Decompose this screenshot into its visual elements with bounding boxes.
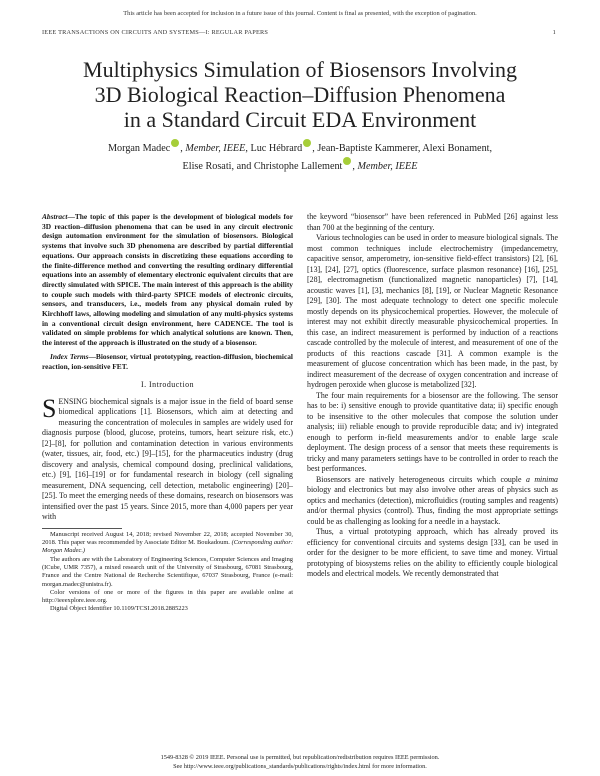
author-membership: Member, IEEE [357,161,418,172]
footnote-manuscript [42,531,293,556]
body-paragraph: The four main requirements for a biosensor are the following. The sensor has to be: i) sensitive enough to provide quantitative data; ii) specific enough to be insensitive to the other molecules that compose the solution under analysis; iii) reliable enough to provide reproducible data; and iv) integrated enough to perform in-field measurements and/or to enable large scale deployment. The design process of a sensor that meets these requirements is tricky and many parameters settings have to be controlled in order to reach the best performances. [307,390,558,473]
body-paragraph: the keyword “biosensor” have been referenced in PubMed [26] against less than 700 at the beginning of the century. [307,212,558,232]
author-name: Luc Hébrard [250,143,303,154]
author-separator: , [180,143,186,154]
paper-title [30,57,570,132]
author-names: Elise Rosati, and Christophe Lallement [182,161,343,172]
drop-cap: S [42,393,57,423]
footnote-color: Color versions of one or more of the figures in this paper are available online at http://ieeexplore.ieee.org. [42,588,293,605]
abstract [42,212,293,348]
body-text: Biosensors are natively heterogeneous circuits which couple [316,474,526,484]
body-italic: a minima [525,474,559,484]
orcid-icon[interactable] [303,139,311,147]
footnote-doi: Digital Object Identifier 10.1109/TCSI.2018.2885223 [50,605,188,613]
intro-text: biochemical signals is a major issue in the field of board sense biomedical applications [1]. Biosensors, which aim at detecting and measuring the concentration of molecules in samples are widely used for diagnosis purpose (blood, glucose, proteins, tumors, heart seizure risk, etc.) [2]–[8], for pollution and contamination detection in various environments (water, tissues, air, food, etc.) [9]–[15], for the pharmaceutics industry (drug discovery and analysis, chemical compound dosing, preclinical validations, etc.) [9], [16]–[19] or for fundamental research in biology (cell signaling measurement, DNA sequencing, cell detection, metabolic engineering) [20]–[25]. To meet the emerging needs of these domains, research on biosensors was intensified over the past 15 years. Since 2015, more than 4,000 papers per year with [42,396,293,522]
footnote-affiliation: The authors are with the Laboratory of Engineering Sciences, Computer Sciences and Imaging (ICube, UMR 7357), a mixed research unit of the University of Strasbourg, 67081 Strasbourg, France and the Centre National de Recherche Scientifique, 67037 Strasbourg, France (e-mail: morgan.madec@unistra.fr). [42,555,293,588]
journal-name: IEEE TRANSACTIONS ON CIRCUITS AND SYSTEMS—I: REGULAR PAPERS [42,29,269,36]
abstract-text: —The topic of this paper is the development of biological models for 3D reaction–diffusion phenomena that can be used in any circuit electronic design automation environment for the simulation of biosensors. Biological systems that involve such 3D phenomena are described by partial differential equations. Our approach consists in discretizing these equations according to the finite-difference method and converting the resulting ordinary differential equations into an assembly of elementary electronic equivalent circuits that are directly simulated with SPICE. The main interest of this approach is the ability to couple such models with third-party SPICE models of electronic circuits, sensors, and transducers, i.e., models from any physical domain ruled by Kirchhoff laws, allowing modeling and simulation of any multi-physics systems in a conventional circuit design environment, here CADENCE. The tool is validated on simple problems for which analytical solutions are known. Then, the interest of the approach is illustrated on the study of a biosensor. [42,212,293,348]
index-terms-text: —Biosensor, virtual prototyping, reaction-diffusion, biochemical reaction, ion-sensitive FET. [42,351,293,371]
copyright-line: 1549-8328 © 2019 IEEE. Personal use is permitted, but republication/redistribution requires IEEE permission. [160,754,440,761]
footnote-corresponding: (Corresponding author: Morgan Madec.) [42,539,293,555]
footnotes [42,531,293,614]
index-terms-label: Index Terms [50,351,89,361]
body-paragraph [307,475,558,528]
acceptance-notice: This article has been accepted for inclusion in a future issue of this journal. Content is final as presented, with the exception of pagination. [123,10,477,17]
running-head [42,29,556,36]
orcid-icon[interactable] [171,139,179,147]
footnote-divider [42,528,122,529]
body-paragraph: Thus, a virtual prototyping approach, which has already proved its efficiency for conventional circuits and systems design [33], can be used in order for the designer to be more efficient, to save time and money. Virtual prototyping of biosystems relies on the ability to efficiently couple biological models and electrical models. We recently demonstrated that [307,527,558,578]
title-line-1: Multiphysics Simulation of Biosensors Involving [83,57,517,82]
author-line-1 [50,139,550,157]
abstract-label: Abstract [42,212,68,221]
copyright-footer [0,754,600,771]
orcid-icon[interactable] [343,157,351,165]
author-names-rest: , Jean-Baptiste Kammerer, Alexi Bonament, [312,143,493,154]
body-paragraph: Various technologies can be used in order to measure biological signals. The most common techniques include electrochemistry (impedancemetry, capacitive sensor, amperometry, ion-sensitive field-effect transistors) [2], [6], [13], [24], [27], optics (fluorescence, surface plasmon resonance) [16], [25], [28], electromagnetism (functionalized magnetic nanoparticles) [7], [14], acoustic waves [1], [3], mechanics [8], [19], or Nuclear Magnetic Resonance [29], [30]. The most adequate technology to detect one specific molecule mostly depends on its physicochemical properties. However, the molecule of interest may not exhibit directly measurable physicochemical properties. In this case, an indirect measurement is performed by induction of a reactions cascade controlled by the molecule of interest, and measurement of one of the products of this reactions cascade [31]. A common example is the measurement of glucose concentration which has been made, in the past, by indirect measurement of the decrease of oxygen concentration and increase of hydrogen peroxide when glucose is metabolized [32]. [307,233,558,389]
author-line-2: Elise Rosati, and Christophe Lallement , Member, IEEE [50,157,550,175]
title-line-3: in a Standard Circuit EDA Environment [123,107,477,132]
author-separator: , [245,143,251,154]
body-text: biology and electronics but may also involve other areas of physics such as optics and mechanics (detection), microfluidics (routing samples and reagents) and/or thermal physics (control). Thus, finding the most appropriate settings could be as challenging as looking for a needle in a haystack. [307,485,558,526]
index-terms [42,352,293,371]
title-line-2: 3D Biological Reaction–Diffusion Phenomena [94,82,506,107]
author-list [50,139,550,175]
intro-paragraph [42,393,293,523]
author-membership: Member, IEEE [185,143,246,154]
section-heading-introduction: I. Introduction [140,380,195,390]
intro-first-word: ENSING [58,396,88,406]
author-name: Morgan Madec [107,143,171,154]
left-column [42,212,293,614]
right-column [307,212,558,580]
rights-link-line: See http://www.ieee.org/publications_standards/publications/rights/index.html for more information. [173,762,427,770]
page-number: 1 [552,29,556,36]
footnote-manuscript-text: Manuscript received August 14, 2018; revised November 22, 2018; accepted November 30, 2018. This paper was recommended by Associate Editor M. Boukadoum. [42,530,293,547]
